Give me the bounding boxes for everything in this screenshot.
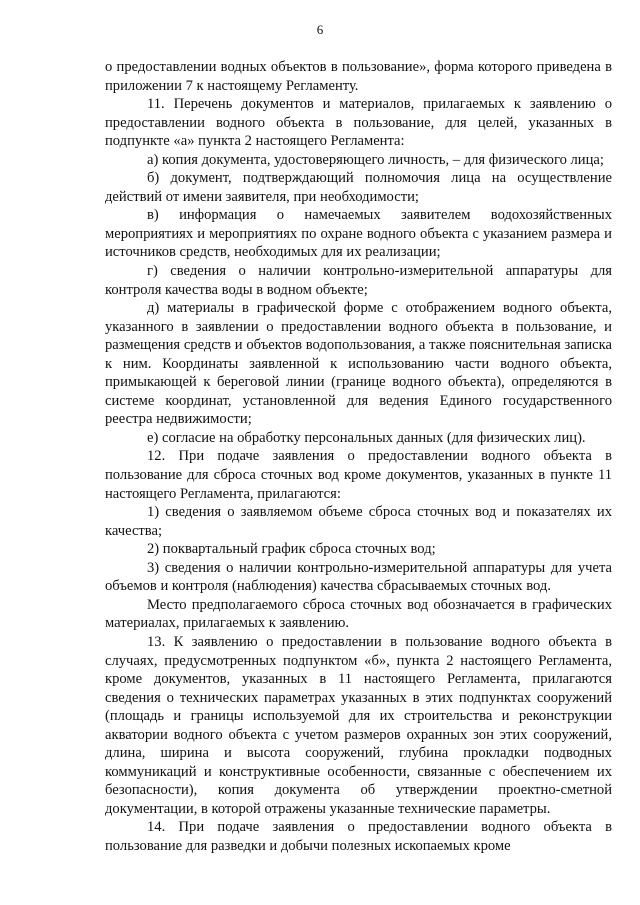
document-body [105, 58, 612, 856]
paragraph-subitem-g: г) сведения о наличии контрольно-измерительной аппаратуры для контроля качества воды в водном объекте; [105, 263, 612, 298]
paragraph-subitem-3: 3) сведения о наличии контрольно-измерительной аппаратуры для учета объемов и контроля (наблюдения) качества сбрасываемых сточных вод. [105, 559, 612, 595]
page-number: 6 [316, 22, 324, 37]
paragraph-item-12: 12. При подаче заявления о предоставлении водного объекта в пользование для сброса сточных вод кроме документов, указанных в пункте 11 настоящего Регламента, прилагаются: [105, 448, 612, 502]
paragraph-item-13: 13. К заявлению о предоставлении в пользование водного объекта в случаях, предусмотренных подпунктом «б», пункта 2 настоящего Регламента, кроме документов, указанных в 11 настоящего Регламента, прилагаются сведения о технических параметрах указанных в этих подпунктах сооружений (площадь и границы используемой для их строительства и реконструкции акватории водного объекта с учетом размеров охранных зон этих сооружений, длина, ширина и высота сооружений, глубина прокладки подводных коммуникаций и конструктивные особенности, связанные с обеспечением их безопасности), копия документа об утверждении проектно-сметной документации, в которой отражены указанные технические параметры. [105, 633, 612, 817]
paragraph-subitem-a: а) копия документа, удостоверяющего личность, – для физического лица; [147, 151, 604, 168]
paragraph-continuation: о предоставлении водных объектов в пользование», форма которого приведена в приложении 7 к настоящему Регламенту. [105, 59, 612, 94]
paragraph-subitem-e: е) согласие на обработку персональных данных (для физических лиц). [147, 429, 586, 446]
paragraph-subitem-2: 2) поквартальный график сброса сточных вод; [147, 541, 436, 558]
paragraph-item-11: 11. Перечень документов и материалов, прилагаемых к заявлению о предоставлении водного объекта в пользование, для целей, указанных в подпункте «а» пункта 2 настоящего Регламента: [105, 96, 612, 150]
paragraph-discharge-location: Место предполагаемого сброса сточных вод обозначается в графических материалах, прилагаемых к заявлению. [105, 596, 612, 632]
paragraph-subitem-v: в) информация о намечаемых заявителем водохозяйственных мероприятиях и мероприятиях по охране водного объекта с указанием размера и источников средств, необходимых для их реализации; [105, 207, 612, 261]
paragraph-item-14: 14. При подаче заявления о предоставлении водного объекта в пользование для разведки и добычи полезных ископаемых кроме [105, 819, 612, 854]
paragraph-subitem-1: 1) сведения о заявляемом объеме сброса сточных вод и показателях их качества; [105, 504, 612, 539]
paragraph-subitem-d: д) материалы в графической форме с отображением водного объекта, указанного в заявлении о предоставлении водного объекта в пользование, и размещения средств и объектов водопользования, а также пояснительная записка к ним. Координаты заявленной к использованию части водного объекта, примыкающей к береговой линии (границе водного объекта), определяются в системе координат, установленной для ведения Единого государственного реестра недвижимости; [105, 300, 612, 428]
paragraph-subitem-b: б) документ, подтверждающий полномочия лица на осуществление действий от имени заявителя, при необходимости; [105, 170, 612, 205]
